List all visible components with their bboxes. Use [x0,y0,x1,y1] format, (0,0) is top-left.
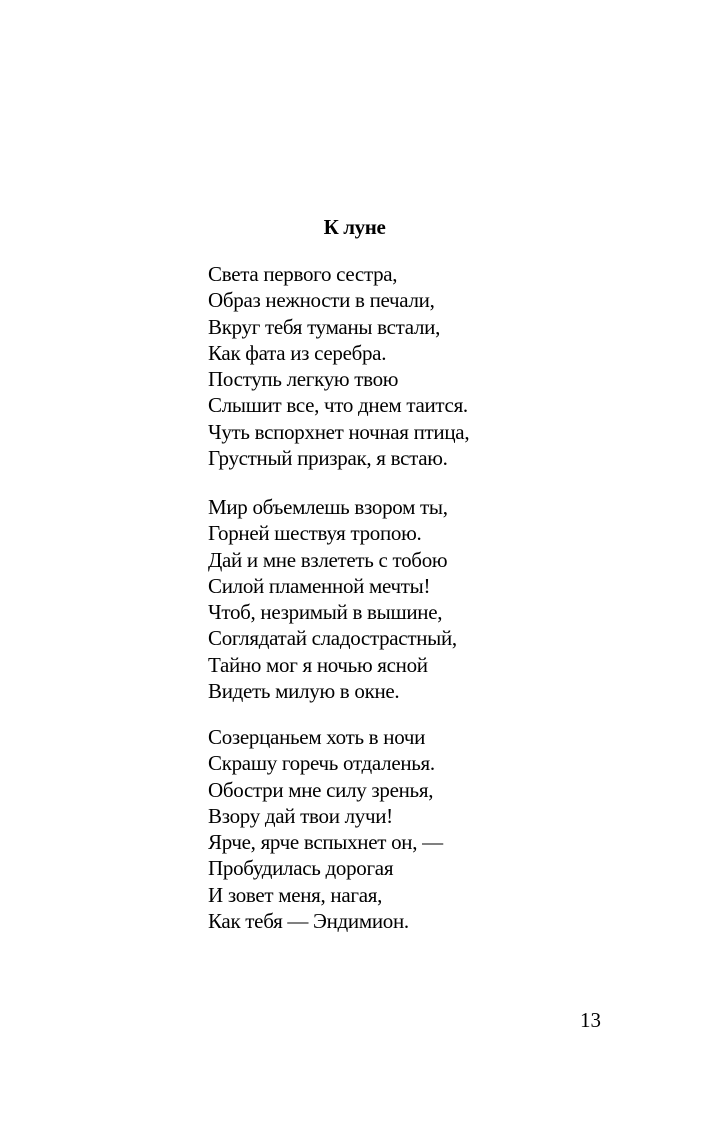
poem-line: Обостри мне силу зренья, [208,777,434,802]
poem-line: Силой пламенной мечты! [208,573,431,598]
poem-line: Поступь легкую твою [208,367,399,392]
poem-line: Тайно мог я ночью ясной [208,652,428,677]
poem-line: Грустный призрак, я встаю. [208,446,448,471]
stanza-3 [208,724,443,934]
poem-line: Пробудилась дорогая [208,856,394,881]
poem-title: К луне [323,215,386,239]
poem-line: Горней шествуя тропою. [208,521,422,546]
poem-line: Образ нежности в печали, [208,288,435,313]
poem-line: Вкруг тебя туманы встали, [208,314,441,339]
poem-line: Света первого сестра, [208,262,398,286]
poem-line: Как тебя — Эндимион. [208,909,409,934]
poem-line: Как фата из серебра. [208,340,387,365]
page-number: 13 [580,1008,601,1032]
poem-line: Скрашу горечь отдаленья. [208,751,435,776]
poem-line: Чуть вспорхнет ночная птица, [208,419,470,444]
poem-line: И зовет меня, нагая, [208,882,383,907]
poem-line: Созерцаньем хоть в ночи [208,725,426,749]
poem-line: Чтоб, незримый в вышине, [208,600,443,625]
poem-line: Видеть милую в окне. [208,679,400,704]
stanza-1 [208,261,469,471]
stanza-2 [208,494,457,704]
poem-line: Дай и мне взлететь с тобою [208,547,448,572]
poem-line: Взору дай твои лучи! [208,803,393,828]
poem-line: Соглядатай сладострастный, [208,626,457,651]
poem-line: Мир объемлешь взором ты, [208,495,448,519]
poem-line: Слышит все, что днем таится. [208,393,468,418]
poem-line: Ярче, ярче вспыхнет он, — [208,830,443,855]
